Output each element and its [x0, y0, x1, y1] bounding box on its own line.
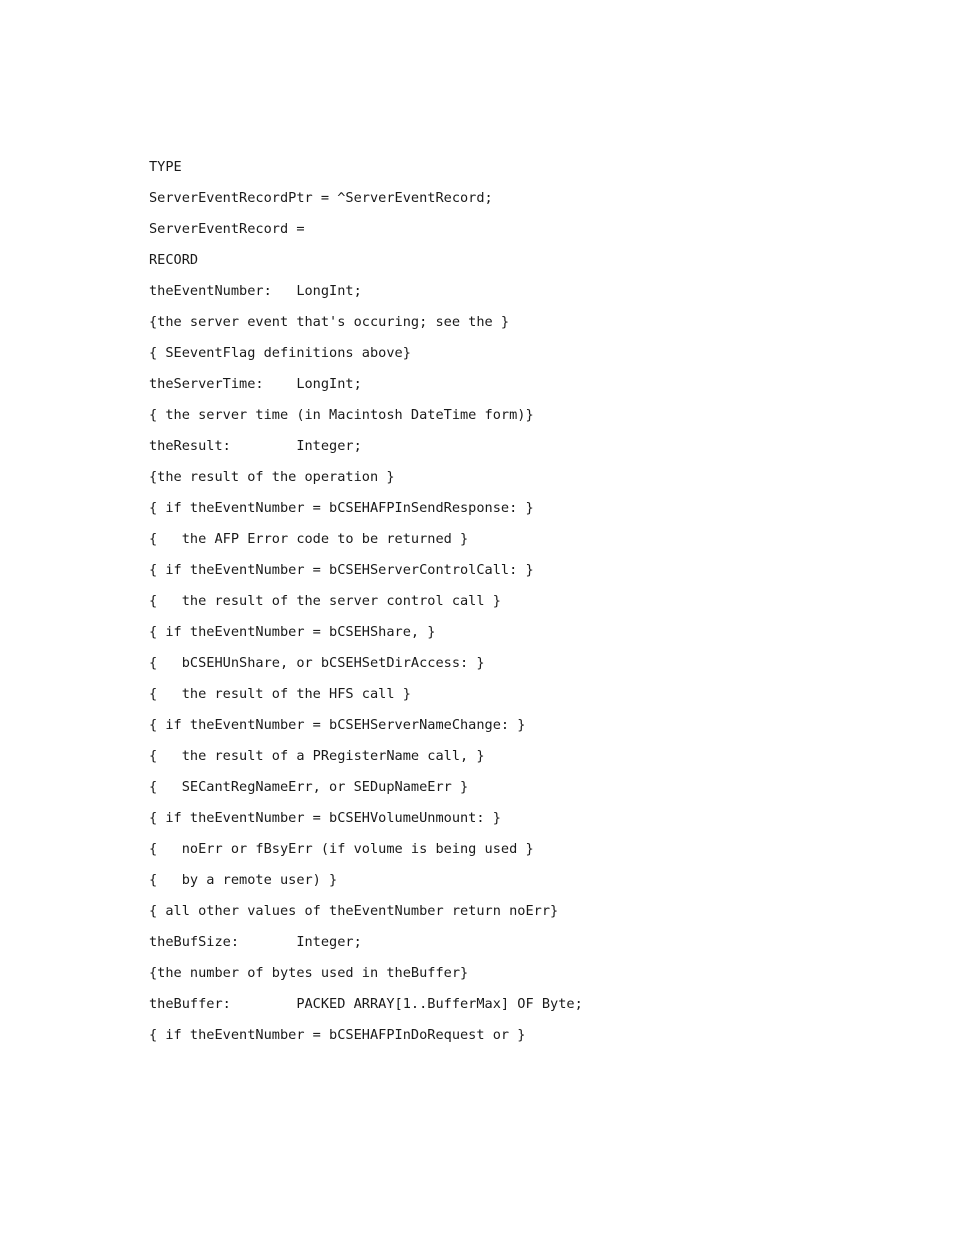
- code-line: { by a remote user) }: [149, 872, 338, 888]
- code-line: TYPE: [149, 159, 182, 175]
- code-line: { SECantRegNameErr, or SEDupNameErr }: [149, 779, 469, 795]
- code-line: {the number of bytes used in theBuffer}: [149, 965, 469, 981]
- code-line: theResult: Integer;: [149, 438, 362, 454]
- code-line: {the result of the operation }: [149, 469, 395, 485]
- code-line: { the result of the server control call }: [149, 593, 501, 609]
- code-line: theBuffer: PACKED ARRAY[1..BufferMax] OF Byte;: [149, 996, 583, 1012]
- code-line: {the server event that's occuring; see the }: [149, 314, 510, 330]
- code-line: { if theEventNumber = bCSEHServerControlCall: }: [149, 562, 534, 578]
- code-line: { SEeventFlag definitions above}: [149, 345, 411, 361]
- code-line: { if theEventNumber = bCSEHVolumeUnmount: }: [149, 810, 501, 826]
- code-line: { noErr or fBsyErr (if volume is being used }: [149, 841, 534, 857]
- code-line: { bCSEHUnShare, or bCSEHSetDirAccess: }: [149, 655, 485, 671]
- code-line: theServerTime: LongInt;: [149, 376, 362, 392]
- code-line: RECORD: [149, 252, 199, 268]
- code-line: { the result of the HFS call }: [149, 686, 411, 702]
- code-line: { if theEventNumber = bCSEHAFPInSendResponse: }: [149, 500, 534, 516]
- code-line: { all other values of theEventNumber return noErr}: [149, 903, 559, 919]
- code-line: { if theEventNumber = bCSEHShare, }: [149, 624, 436, 640]
- code-line: theBufSize: Integer;: [149, 934, 362, 950]
- code-line: ServerEventRecord =: [149, 221, 305, 237]
- code-listing: [149, 157, 909, 1056]
- code-line: ServerEventRecordPtr = ^ServerEventRecord;: [149, 190, 493, 206]
- code-line: { if theEventNumber = bCSEHServerNameChange: }: [149, 717, 526, 733]
- code-line: { if theEventNumber = bCSEHAFPInDoRequest or }: [149, 1027, 526, 1043]
- code-line: { the server time (in Macintosh DateTime form)}: [149, 407, 534, 423]
- code-line: theEventNumber: LongInt;: [149, 283, 362, 299]
- code-line: { the result of a PRegisterName call, }: [149, 748, 485, 764]
- code-line: { the AFP Error code to be returned }: [149, 531, 469, 547]
